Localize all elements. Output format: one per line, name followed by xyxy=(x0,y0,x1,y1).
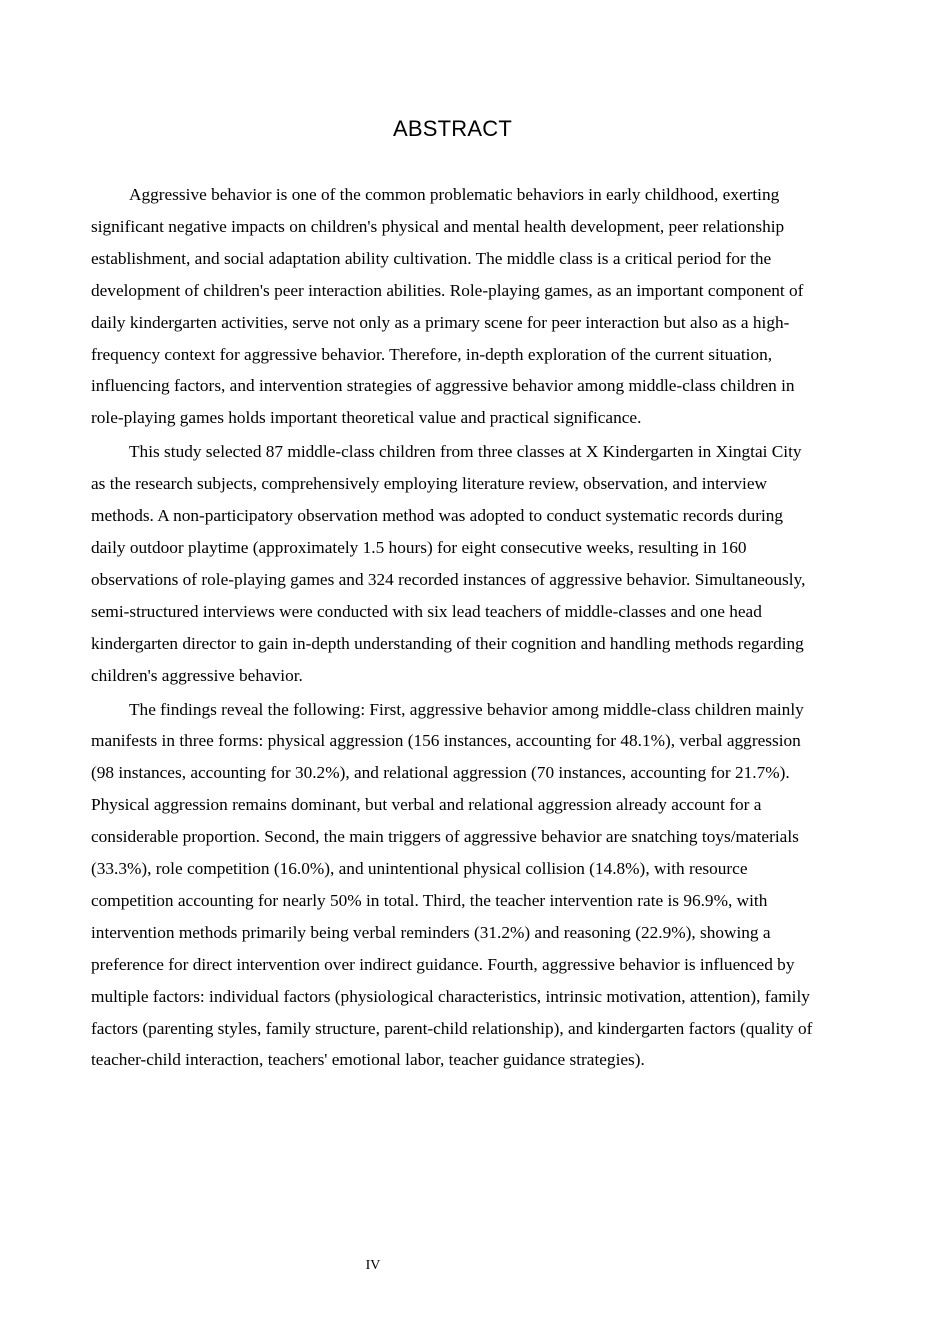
abstract-paragraph-2: This study selected 87 middle-class children from three classes at X Kindergarten in Xingtai City as the research subjects, comprehensively employing literature review, observation, and interview methods. A non-participatory observation method was adopted to conduct systematic records during daily outdoor playtime (approximately 1.5 hours) for eight consecutive weeks, resulting in 160 observations of role-playing games and 324 recorded instances of aggressive behavior. Simultaneously, semi-structured interviews were conducted with six lead teachers of middle-classes and one head kindergarten director to gain in-depth understanding of their cognition and handling methods regarding children's aggressive behavior. xyxy=(91,442,806,685)
page-number: IV xyxy=(365,1258,381,1273)
abstract-body xyxy=(91,179,816,1078)
abstract-title: ABSTRACT xyxy=(393,116,512,141)
abstract-paragraph-1: Aggressive behavior is one of the common problematic behaviors in early childhood, exerting significant negative impacts on children's physical and mental health development, peer relationship establishment, and social adaptation ability cultivation. The middle class is a critical period for the development of children's peer interaction abilities. Role-playing games, as an important component of daily kindergarten activities, serve not only as a primary scene for peer interaction but also as a high-frequency context for aggressive behavior. Therefore, in-depth exploration of the current situation, influencing factors, and intervention strategies of aggressive behavior among middle-class children in role-playing games holds important theoretical value and practical significance. xyxy=(91,185,804,428)
abstract-paragraph-3: The findings reveal the following: First, aggressive behavior among middle-class children mainly manifests in three forms: physical aggression (156 instances, accounting for 48.1%), verbal aggression (98 instances, accounting for 30.2%), and relational aggression (70 instances, accounting for 21.7%). Physical aggression remains dominant, but verbal and relational aggression already account for a considerable proportion. Second, the main triggers of aggressive behavior are snatching toys/materials (33.3%), role competition (16.0%), and unintentional physical collision (14.8%), with resource competition accounting for nearly 50% in total. Third, the teacher intervention rate is 96.9%, with intervention methods primarily being verbal reminders (31.2%) and reasoning (22.9%), showing a preference for direct intervention over indirect guidance. Fourth, aggressive behavior is influenced by multiple factors: individual factors (physiological characteristics, intrinsic motivation, attention), family factors (parenting styles, family structure, parent-child relationship), and kindergarten factors (quality of teacher-child interaction, teachers' emotional labor, teacher guidance strategies). xyxy=(91,699,813,1070)
